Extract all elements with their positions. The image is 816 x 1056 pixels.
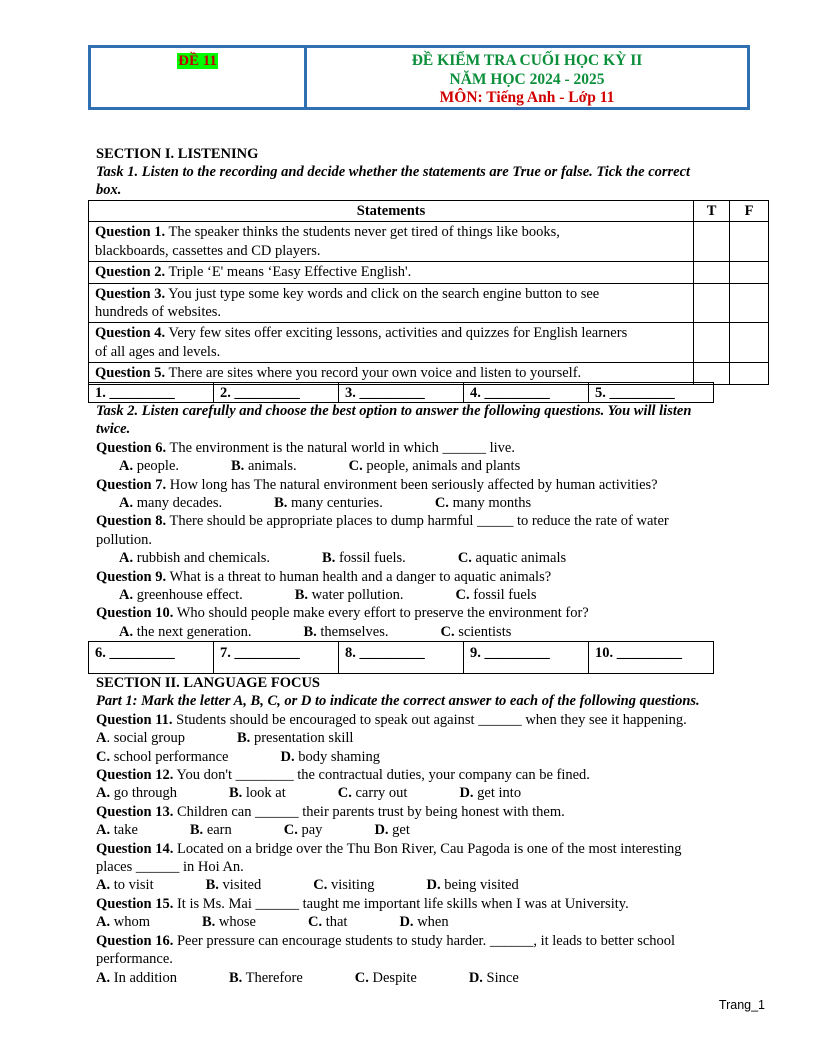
section1-heading xyxy=(96,145,766,199)
task2-block xyxy=(96,402,766,641)
option-c[interactable]: C. aquatic animals xyxy=(457,550,567,567)
statement-cell: Question 4. Very few sites offer exciting lessons, activities and quizzes for English learners of all ages and levels. xyxy=(89,323,694,363)
option-d[interactable]: D. being visited xyxy=(426,877,519,894)
statements-header: Statements xyxy=(89,201,694,222)
true-header: T xyxy=(694,201,730,222)
option-c[interactable]: C. fossil fuels xyxy=(455,587,537,604)
statement-cell: Question 1. The speaker thinks the students never get tired of things like books, blackboards, cassettes and CD players. xyxy=(89,222,694,262)
table-row xyxy=(89,262,769,283)
option-a[interactable]: A. go through xyxy=(96,785,177,802)
option-b[interactable]: B. animals. xyxy=(231,458,297,475)
options xyxy=(96,494,766,512)
option-a[interactable]: A. to visit xyxy=(96,877,154,894)
table-row xyxy=(89,363,769,384)
statement-cell: Question 2. Triple ‘E' means ‘Easy Effective English'. xyxy=(89,262,694,283)
question-15: Question 15. It is Ms. Mai ______ taught me important life skills when I was at University. A. whom B. whose C. that D. when xyxy=(96,895,766,932)
table-row xyxy=(89,283,769,323)
question-11: Question 11. Students should be encouraged to speak out against ______ when they see it happening. A. social group B. presentation skill C. school performance D. body shaming xyxy=(96,711,766,766)
option-c[interactable]: C. that xyxy=(307,914,348,931)
option-b[interactable]: B. fossil fuels. xyxy=(322,550,406,567)
options xyxy=(96,913,766,931)
exam-header xyxy=(88,45,750,110)
question-10: Question 10. Who should people make every effort to preserve the environment for? A. the next generation. B. themselves. C. scientists xyxy=(96,604,766,641)
statement-cell: Question 3. You just type some key words and click on the search engine button to see hundreds of websites. xyxy=(89,283,694,323)
options xyxy=(96,969,766,987)
option-c[interactable]: C. many months xyxy=(434,495,532,512)
option-b[interactable]: B. themselves. xyxy=(303,623,389,640)
options xyxy=(96,784,766,802)
answer-cell[interactable]: 7. _________ xyxy=(214,642,339,674)
answer-cell[interactable]: 3. _________ xyxy=(339,383,464,403)
options xyxy=(96,729,766,747)
answer-cell[interactable]: 2. _________ xyxy=(214,383,339,403)
table-row xyxy=(89,222,769,262)
option-a[interactable]: A. In addition xyxy=(96,969,177,986)
false-checkbox-cell[interactable] xyxy=(730,222,769,262)
false-checkbox-cell[interactable] xyxy=(730,323,769,363)
options xyxy=(96,549,766,567)
option-d[interactable]: D. Since xyxy=(468,969,519,986)
question-7: Question 7. How long has The natural environment been seriously affected by human activities? A. many decades. B. many centuries. C. many months xyxy=(96,476,766,513)
options xyxy=(96,586,766,604)
answer-row-2 xyxy=(88,641,714,674)
school-year: NĂM HỌC 2024 - 2025 xyxy=(449,70,605,88)
question-12: Question 12. You don't ________ the contractual duties, your company can be fined. A. go through B. look at C. carry out D. get into xyxy=(96,766,766,803)
option-c[interactable]: C. Despite xyxy=(354,969,417,986)
exam-title-cell xyxy=(307,48,747,107)
option-b[interactable]: B. presentation skill xyxy=(237,730,354,747)
options xyxy=(96,457,766,475)
option-d[interactable]: D. get into xyxy=(459,785,522,802)
false-header: F xyxy=(730,201,769,222)
question-6: Question 6. The environment is the natural world in which ______ live. A. people. B. animals. C. people, animals and plants xyxy=(96,439,766,476)
true-checkbox-cell[interactable] xyxy=(694,363,730,384)
option-a[interactable]: A. people. xyxy=(119,458,180,475)
option-a[interactable]: A. greenhouse effect. xyxy=(119,587,243,604)
page-number: Trang_1 xyxy=(718,998,765,1012)
option-a[interactable]: A. rubbish and chemicals. xyxy=(119,550,271,567)
answer-cell[interactable]: 9. _________ xyxy=(464,642,589,674)
section2-block xyxy=(96,674,766,987)
options xyxy=(96,821,766,839)
exam-title: ĐỀ KIỂM TRA CUỐI HỌC KỲ II xyxy=(411,52,643,69)
option-d[interactable]: D. get xyxy=(374,822,410,839)
option-c[interactable]: C. carry out xyxy=(337,785,408,802)
exam-number-tag: ĐỀ 11 xyxy=(178,53,217,69)
answer-cell[interactable]: 10. _________ xyxy=(589,642,714,674)
option-d[interactable]: D. when xyxy=(399,914,449,931)
option-b[interactable]: B. water pollution. xyxy=(294,587,404,604)
option-a[interactable]: A. the next generation. xyxy=(119,623,252,640)
answer-cell[interactable]: 5. _________ xyxy=(589,383,714,403)
section1-title: SECTION I. LISTENING xyxy=(96,146,259,162)
subject-line: MÔN: Tiếng Anh - Lớp 11 xyxy=(439,89,615,106)
question-13: Question 13. Children can ______ their parents trust by being honest with them. A. take B. earn C. pay D. get xyxy=(96,803,766,840)
option-c[interactable]: C. scientists xyxy=(440,623,512,640)
option-a[interactable]: A. social group xyxy=(96,730,186,747)
answer-row-1 xyxy=(88,382,714,403)
exam-number-cell xyxy=(91,48,307,107)
true-checkbox-cell[interactable] xyxy=(694,262,730,283)
true-false-table xyxy=(88,200,769,385)
option-c[interactable]: C. school performance xyxy=(96,748,229,765)
true-checkbox-cell[interactable] xyxy=(694,222,730,262)
option-b[interactable]: B. Therefore xyxy=(228,969,303,986)
false-checkbox-cell[interactable] xyxy=(730,262,769,283)
question-16: Question 16. Peer pressure can encourage students to study harder. ______, it leads to better school performance. A. In addition B. Therefore C. Despite D. Since xyxy=(96,932,766,987)
option-a[interactable]: A. many decades. xyxy=(119,495,223,512)
options xyxy=(96,623,766,641)
task2-instruction: Task 2. Listen carefully and choose the best option to answer the following questions. You will listen twice. xyxy=(96,403,692,438)
question-9: Question 9. What is a threat to human health and a danger to aquatic animals? A. greenhouse effect. B. water pollution. C. fossil fuels xyxy=(96,568,766,605)
section2-title: SECTION II. LANGUAGE FOCUS xyxy=(96,675,320,691)
table-row xyxy=(89,323,769,363)
answer-cell[interactable]: 4. _________ xyxy=(464,383,589,403)
question-14: Question 14. Located on a bridge over the Thu Bon River, Cau Pagoda is one of the most interesting places ______ in Hoi An. A. to visit B. visited C. visiting D. being visited xyxy=(96,840,766,895)
option-b[interactable]: B. visited xyxy=(205,877,262,894)
false-checkbox-cell[interactable] xyxy=(730,363,769,384)
table-header-row xyxy=(89,201,769,222)
task1-instruction: Task 1. Listen to the recording and decide whether the statements are True or false. Tick the correct box. xyxy=(96,164,691,198)
option-c[interactable]: C. pay xyxy=(283,822,323,839)
answer-cell[interactable]: 8. _________ xyxy=(339,642,464,674)
answer-cell[interactable]: 6. _________ xyxy=(89,642,214,674)
answer-cell[interactable]: 1. _________ xyxy=(89,383,214,403)
true-checkbox-cell[interactable] xyxy=(694,323,730,363)
option-a[interactable]: A. whom xyxy=(96,914,150,931)
statement-cell: Question 5. There are sites where you record your own voice and listen to yourself. xyxy=(89,363,694,384)
option-a[interactable]: A. take xyxy=(96,822,138,839)
part1-instruction: Part 1: Mark the letter A, B, C, or D to indicate the correct answer to each of the following questions. xyxy=(96,693,700,710)
options xyxy=(96,876,766,894)
option-b[interactable]: B. earn xyxy=(189,822,232,839)
option-b[interactable]: B. look at xyxy=(228,785,286,802)
true-checkbox-cell[interactable] xyxy=(694,283,730,323)
option-b[interactable]: B. many centuries. xyxy=(274,495,383,512)
false-checkbox-cell[interactable] xyxy=(730,283,769,323)
option-b[interactable]: B. whose xyxy=(201,914,256,931)
option-d[interactable]: D. body shaming xyxy=(280,748,380,765)
options xyxy=(96,748,766,766)
option-c[interactable]: C. people, animals and plants xyxy=(348,458,521,475)
option-c[interactable]: C. visiting xyxy=(313,877,375,894)
question-8: Question 8. There should be appropriate places to dump harmful _____ to reduce the rate of water pollution. A. rubbish and chemicals. B. fossil fuels. C. aquatic animals xyxy=(96,512,766,567)
